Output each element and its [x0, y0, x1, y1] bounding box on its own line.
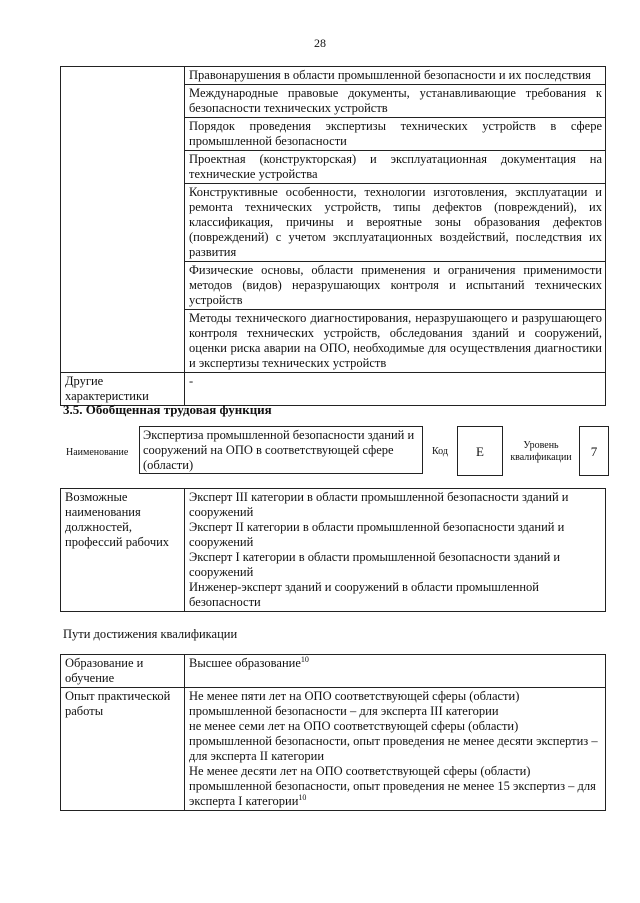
- qualification-level-label: Уровень квалификации: [510, 440, 572, 463]
- footnote-marker: 10: [298, 793, 307, 802]
- table-row: [61, 373, 606, 406]
- experience-label: Опыт практической работы: [61, 688, 185, 811]
- footnote-marker: 10: [300, 655, 309, 664]
- list-item: Эксперт III категории в области промышленной безопасности зданий и сооружений: [189, 490, 569, 519]
- education-value-cell: [185, 655, 606, 688]
- positions-label: Возможные наименования должностей, профессий рабочих: [61, 489, 185, 612]
- list-item: не менее семи лет на ОПО соответствующей сферы (области) промышленной безопасности, опыт проведения не менее десяти экспертиз – для эксперта II категории: [189, 719, 598, 763]
- experience-list: [185, 688, 606, 811]
- knowledge-table: [60, 66, 606, 406]
- positions-list: [185, 489, 606, 612]
- education-label: Образование и обучение: [61, 655, 185, 688]
- knowledge-item: Конструктивные особенности, технологии изготовления, эксплуатации и ремонта технических устройств, типы дефектов (повреждений), их классификация, причины и вероятные зоны образования дефектов (повреждений) с учетом эксплуатационных воздействий, последствия их развития: [185, 184, 606, 262]
- qualification-paths-table: [60, 654, 606, 811]
- knowledge-item: Физические основы, области применения и ограничения применимости методов (видов) неразрушающих контроля и испытаний технических устройств: [185, 262, 606, 310]
- other-characteristics-label: Другие характеристики: [61, 373, 185, 406]
- qualification-paths-title: Пути достижения квалификации: [63, 627, 238, 641]
- section-title: 3.5. Обобщенная трудовая функция: [63, 402, 272, 417]
- list-item-text: Не менее десяти лет на ОПО соответствующей сферы (области) промышленной безопасности, опыт проведения не менее 15 экспертиз – для эксперта I категории: [189, 764, 596, 808]
- knowledge-item: Проектная (конструкторская) и эксплуатационная документация на технические устройства: [185, 151, 606, 184]
- code-box: E: [457, 426, 503, 476]
- knowledge-item: Порядок проведения экспертизы технических устройств в сфере промышленной безопасности: [185, 118, 606, 151]
- table-row: [61, 655, 606, 688]
- list-item: Инженер-эксперт зданий и сооружений в области промышленной безопасности: [189, 580, 539, 609]
- table-row: [61, 489, 606, 612]
- table-row: [61, 688, 606, 811]
- positions-table: [60, 488, 606, 612]
- other-characteristics-value: -: [185, 373, 606, 406]
- code-label: Код: [432, 446, 448, 457]
- knowledge-item: Правонарушения в области промышленной безопасности и их последствия: [185, 67, 606, 85]
- list-item: Эксперт II категории в области промышленной безопасности зданий и сооружений: [189, 520, 565, 549]
- knowledge-item: Методы технического диагностирования, неразрушающего и разрушающего контроля технических устройств, обследования зданий и сооружений, оценки риска аварии на ОПО, необходимые для осуществления диагностики и экспертизы технических устройств: [185, 310, 606, 373]
- function-name-box: Экспертиза промышленной безопасности зданий и сооружений на ОПО в соответствующей сфере (области): [139, 426, 423, 474]
- education-value: Высшее образование: [189, 656, 301, 670]
- name-label: Наименование: [66, 447, 129, 458]
- page-number: 28: [314, 36, 326, 50]
- list-item: Не менее пяти лет на ОПО соответствующей сферы (области) промышленной безопасности – для эксперта III категории: [189, 689, 520, 718]
- list-item: [189, 764, 602, 809]
- list-item: Эксперт I категории в области промышленной безопасности зданий и сооружений: [189, 550, 561, 579]
- table-row: [61, 67, 606, 85]
- knowledge-item: Международные правовые документы, устанавливающие требования к безопасности технических устройств: [185, 85, 606, 118]
- knowledge-label-cell: [61, 67, 185, 373]
- qualification-level-box: 7: [579, 426, 609, 476]
